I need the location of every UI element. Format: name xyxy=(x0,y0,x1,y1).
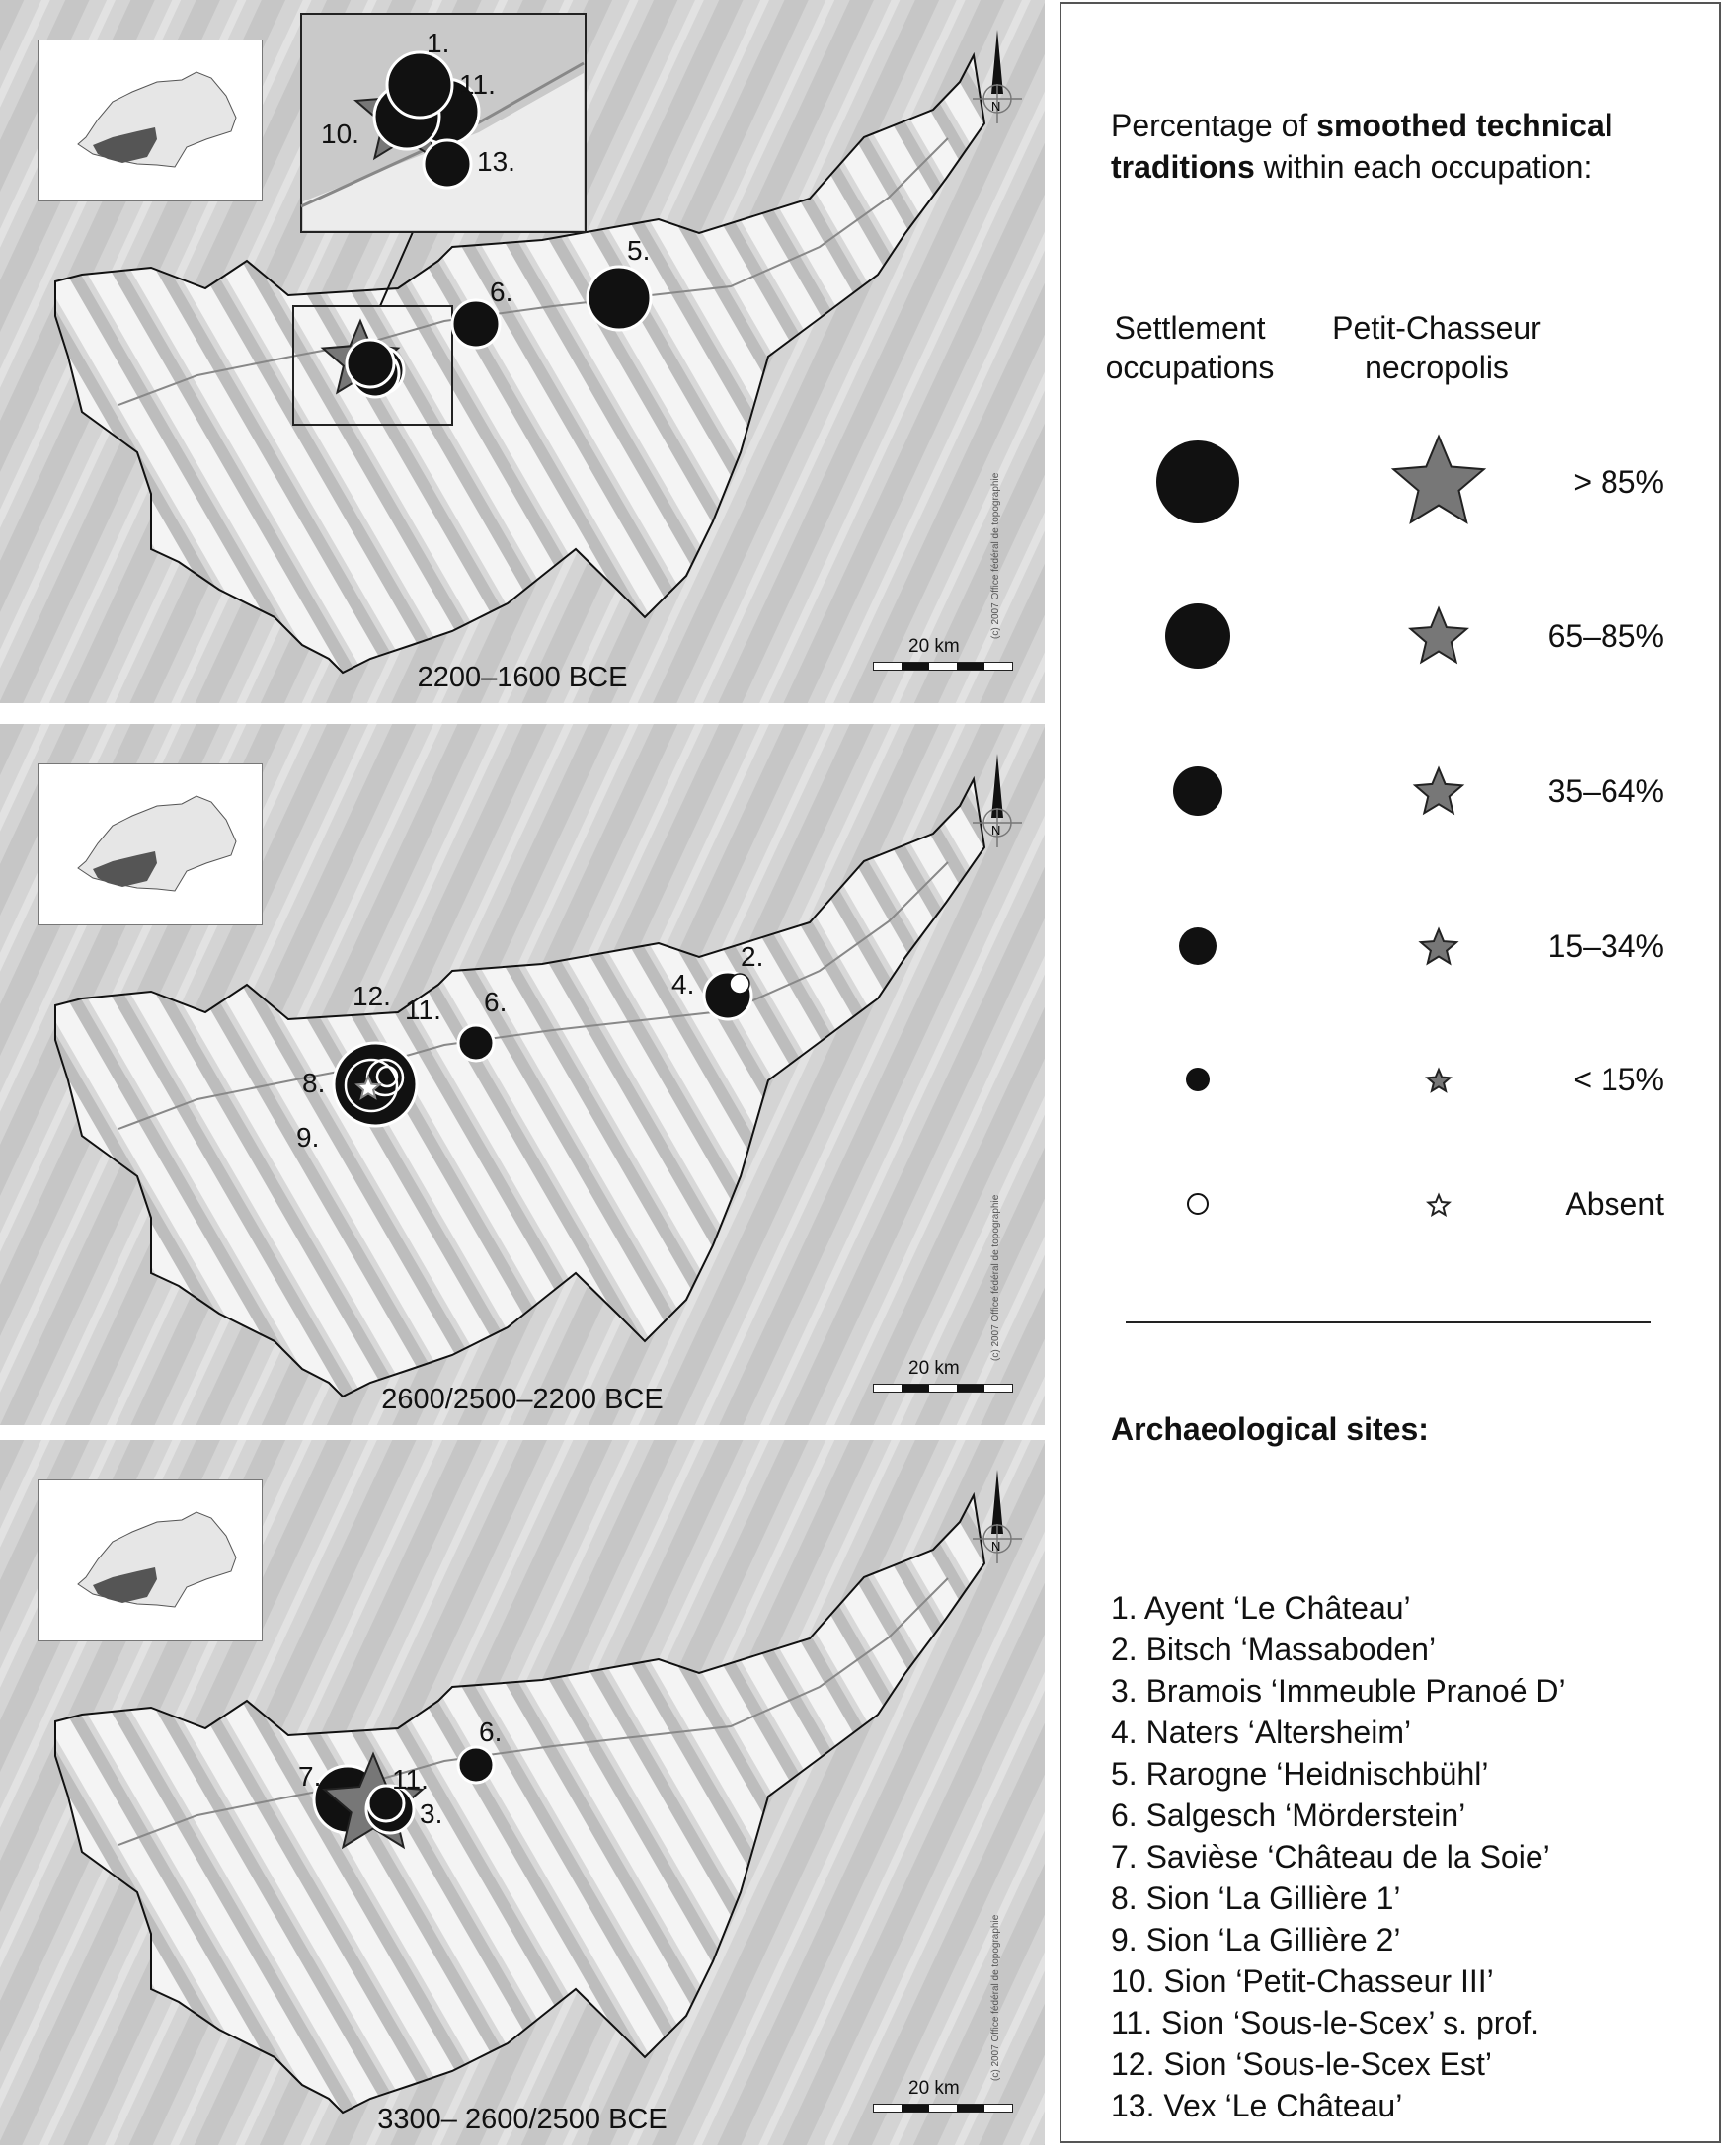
legend-circle-icon xyxy=(1179,927,1217,965)
settlement-circle-marker xyxy=(424,140,471,188)
site-label: 7. xyxy=(298,1761,322,1792)
legend-range-label: > 85% xyxy=(1573,464,1664,500)
site-list-item: 12. Sion ‘Sous-le-Scex Est’ xyxy=(1111,2046,1492,2082)
site-list-item: 8. Sion ‘La Gillière 1’ xyxy=(1111,1880,1401,1916)
legend-range-label: Absent xyxy=(1565,1186,1664,1222)
legend-row xyxy=(1061,423,1723,541)
legend-circle-icon xyxy=(1186,1068,1210,1091)
map-panel-2 xyxy=(0,724,1045,1425)
site-list-item: 9. Sion ‘La Gillière 2’ xyxy=(1111,1922,1401,1957)
scale-label: 20 km xyxy=(908,636,960,657)
col-settlement-line2: occupations xyxy=(1105,350,1275,385)
legend-range-label: 15–34% xyxy=(1547,928,1664,964)
period-title: 2600/2500–2200 BCE xyxy=(381,1384,664,1415)
legend-row xyxy=(1061,732,1723,850)
legend-row xyxy=(1061,577,1723,695)
site-label: 5. xyxy=(627,235,651,266)
site-label: 6. xyxy=(490,277,513,307)
settlement-circle-marker xyxy=(730,974,749,994)
site-list-item: 10. Sion ‘Petit-Chasseur III’ xyxy=(1111,1963,1494,1999)
svg-text:N: N xyxy=(991,1539,1001,1554)
col-necropolis-line2: necropolis xyxy=(1365,350,1509,385)
site-list-item: 4. Naters ‘Altersheim’ xyxy=(1111,1715,1412,1750)
site-label: 6. xyxy=(484,987,508,1017)
site-label: 3. xyxy=(420,1798,443,1829)
copyright-text: (c) 2007 Office fédéral de topographie xyxy=(990,472,1001,639)
site-list-item: 5. Rarogne ‘Heidnischbühl’ xyxy=(1111,1756,1489,1792)
site-list-item: 3. Bramois ‘Immeuble Pranoé D’ xyxy=(1111,1673,1566,1709)
site-label: 10. xyxy=(321,119,359,149)
legend-star-icon xyxy=(1429,1195,1450,1215)
copyright-text: (c) 2007 Office fédéral de topographie xyxy=(990,1194,1001,1361)
column-header-necropolis xyxy=(1308,308,1565,387)
legend-circle-icon xyxy=(1156,440,1239,523)
period-title: 3300– 2600/2500 BCE xyxy=(377,2104,668,2135)
switzerland-locator-map xyxy=(38,1479,263,1641)
sites-heading: Archaeological sites: xyxy=(1111,1411,1429,1447)
scale-label: 20 km xyxy=(908,1358,960,1379)
legend-title-bold: smoothed technical traditions xyxy=(1111,108,1613,185)
switzerland-locator-map xyxy=(38,40,263,201)
copyright-text: (c) 2007 Office fédéral de topographie xyxy=(990,1914,1001,2081)
legend-circle-icon xyxy=(1173,766,1222,816)
site-label: 6. xyxy=(479,1717,503,1747)
site-label: 11. xyxy=(392,1764,429,1795)
site-label: 13. xyxy=(477,146,515,177)
settlement-circle-marker xyxy=(458,1025,494,1061)
legend-title xyxy=(1111,105,1703,188)
site-label: 12. xyxy=(353,981,391,1011)
legend-star-icon xyxy=(1428,1070,1451,1091)
switzerland-locator-map xyxy=(38,763,263,925)
map-panel-1 xyxy=(0,0,1045,703)
site-list-item: 7. Savièse ‘Château de la Soie’ xyxy=(1111,1839,1550,1875)
site-list-item: 11. Sion ‘Sous-le-Scex’ s. prof. xyxy=(1111,2005,1539,2040)
legend-title-suffix: within each occupation: xyxy=(1254,149,1593,185)
settlement-circle-marker xyxy=(387,52,452,118)
legend-row xyxy=(1061,1145,1723,1263)
legend-range-label: < 15% xyxy=(1573,1062,1664,1097)
legend-range-label: 35–64% xyxy=(1547,773,1664,809)
legend-circle-icon xyxy=(1188,1194,1208,1214)
settlement-circle-marker xyxy=(347,340,394,387)
col-settlement-line1: Settlement xyxy=(1114,310,1266,346)
settlement-circle-marker xyxy=(588,267,651,330)
legend-star-icon xyxy=(1421,929,1456,963)
site-label: 11. xyxy=(405,995,441,1025)
settlement-circle-marker xyxy=(452,300,500,348)
site-label: 2. xyxy=(741,941,764,972)
legend-circle-icon xyxy=(1165,603,1230,669)
site-list-item: 6. Salgesch ‘Mörderstein’ xyxy=(1111,1797,1466,1833)
site-label: 8. xyxy=(302,1068,326,1098)
site-list-item: 2. Bitsch ‘Massaboden’ xyxy=(1111,1632,1437,1667)
site-label: 11. xyxy=(459,69,496,100)
sites-list xyxy=(1111,1587,1566,2126)
legend-panel xyxy=(1060,2,1721,2143)
legend-range-label: 65–85% xyxy=(1547,618,1664,654)
period-title: 2200–1600 BCE xyxy=(417,662,628,693)
legend-row xyxy=(1061,887,1723,1005)
svg-text:N: N xyxy=(991,823,1001,838)
site-label: 1. xyxy=(427,28,450,58)
site-label: 4. xyxy=(671,969,695,999)
column-header-settlement xyxy=(1091,308,1289,387)
legend-star-icon xyxy=(1411,608,1467,662)
legend-title-prefix: Percentage of xyxy=(1111,108,1317,143)
scale-label: 20 km xyxy=(908,2078,960,2099)
site-list-item: 13. Vex ‘Le Château’ xyxy=(1111,2088,1403,2123)
col-necropolis-line1: Petit-Chasseur xyxy=(1332,310,1541,346)
legend-star-icon xyxy=(1415,768,1462,813)
legend-divider xyxy=(1126,1321,1651,1323)
legend-star-icon xyxy=(1393,437,1483,522)
settlement-circle-marker xyxy=(458,1747,494,1783)
site-list-item: 1. Ayent ‘Le Château’ xyxy=(1111,1590,1411,1626)
site-label: 9. xyxy=(296,1122,320,1153)
svg-text:N: N xyxy=(991,99,1001,114)
map-panel-3 xyxy=(0,1440,1045,2145)
legend-row xyxy=(1061,1020,1723,1139)
